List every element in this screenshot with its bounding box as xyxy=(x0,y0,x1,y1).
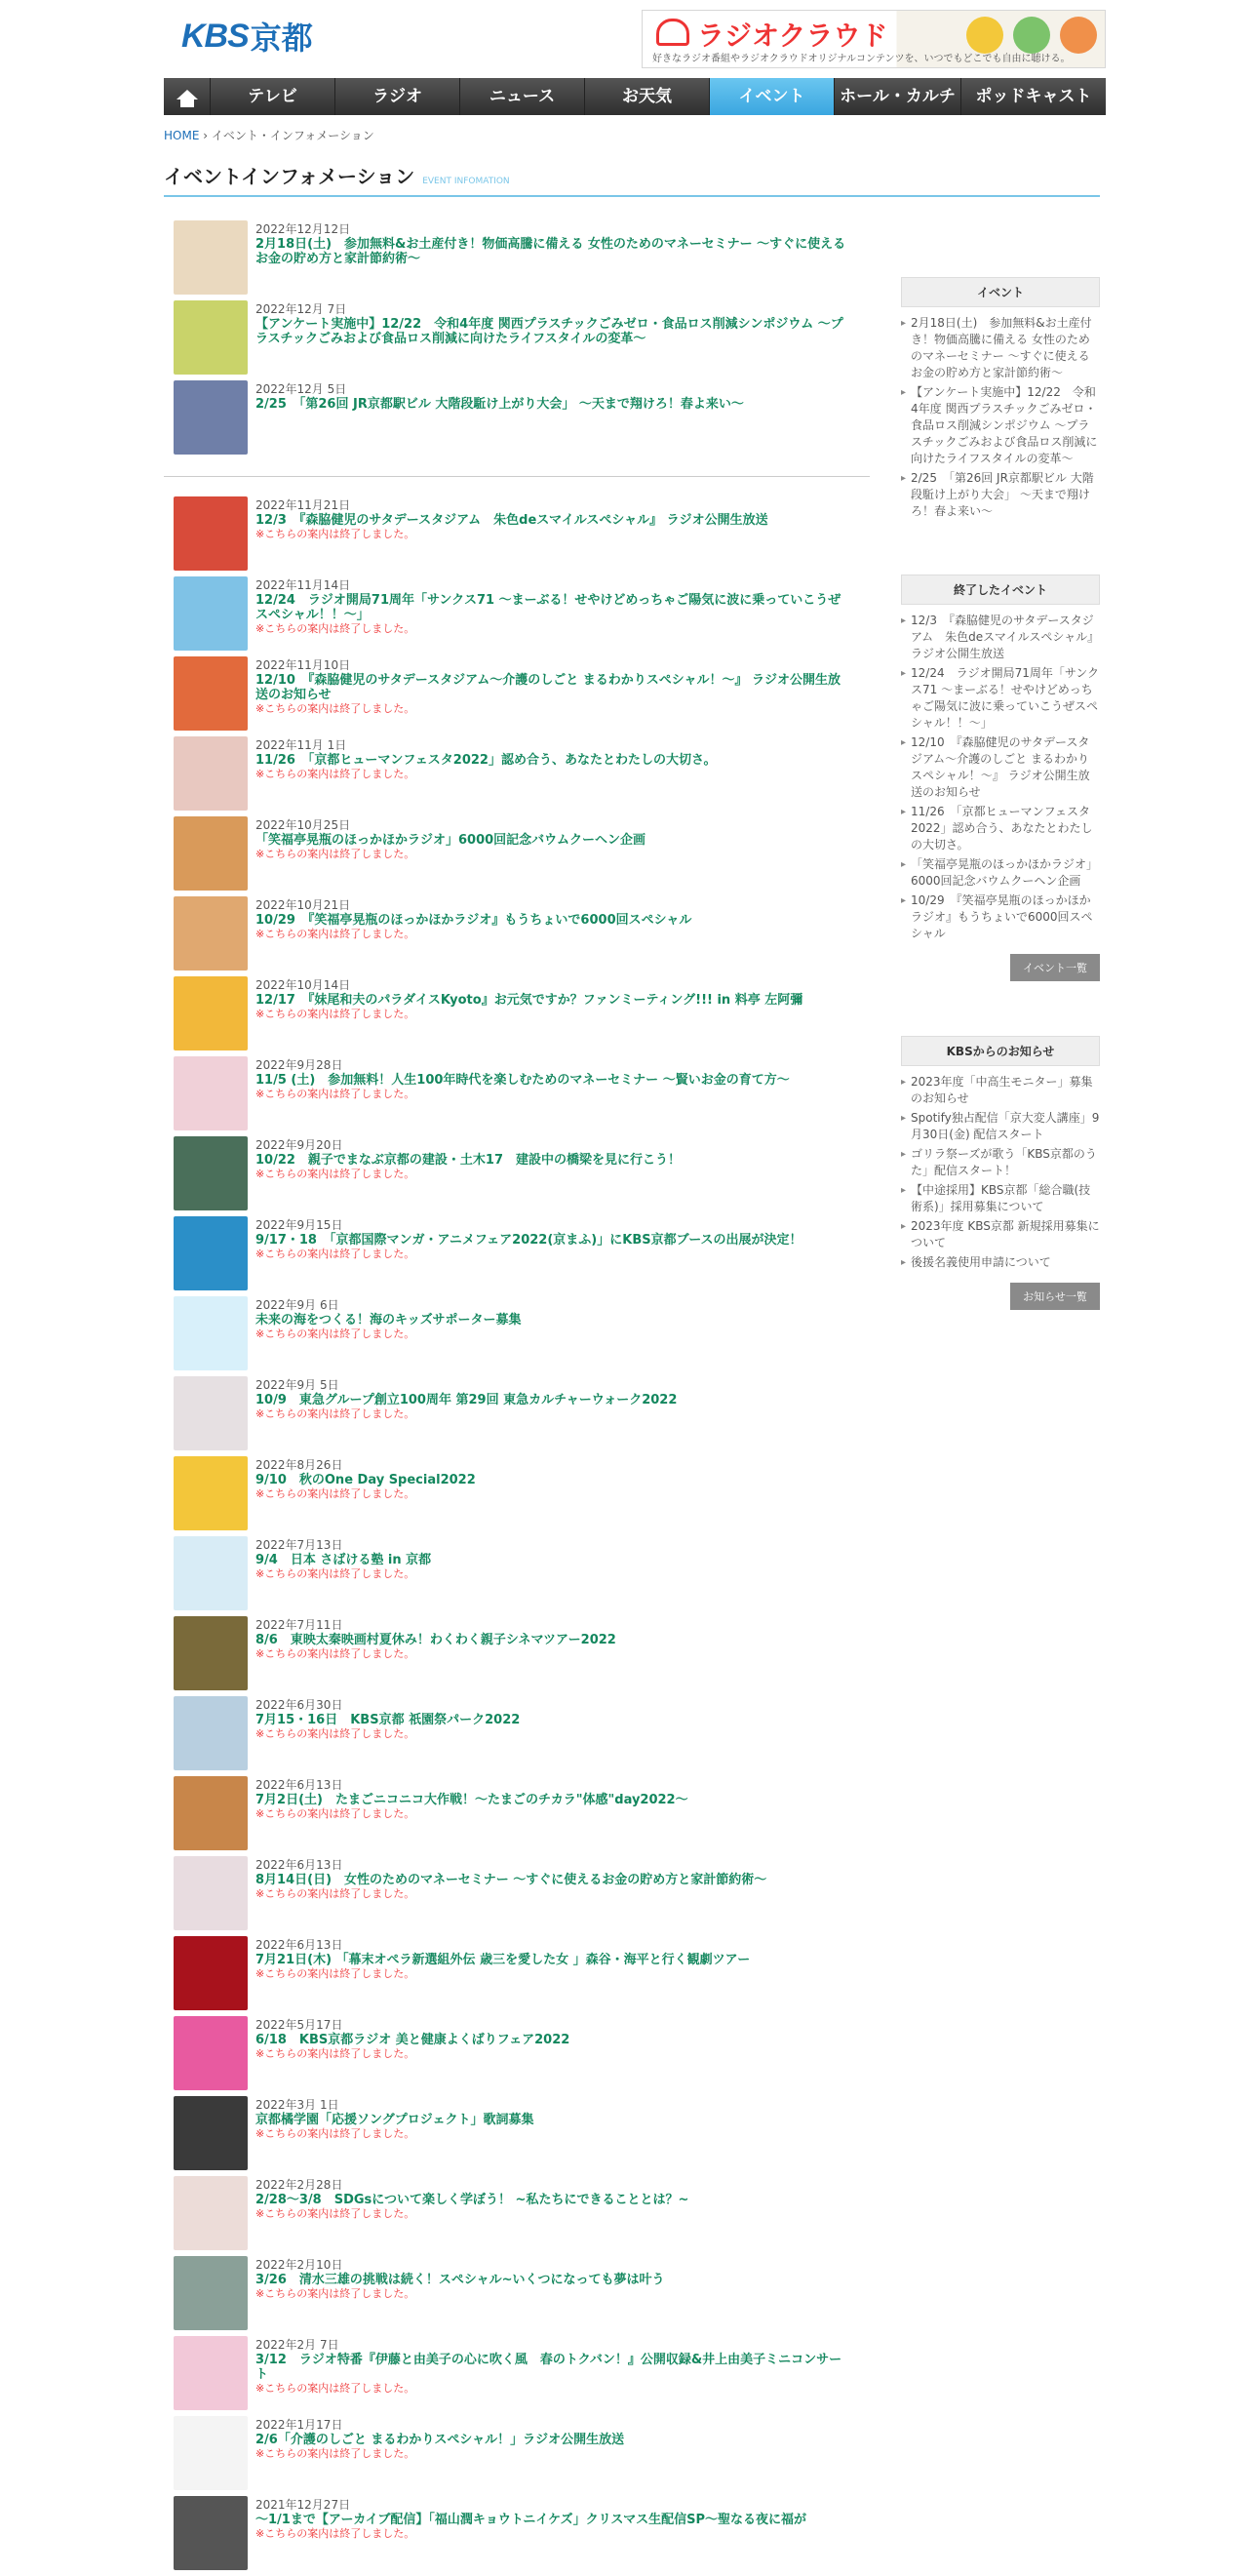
event-item[interactable] xyxy=(164,2016,874,2096)
logo-kyoto-text: 京都 xyxy=(250,20,313,57)
event-text xyxy=(255,656,850,715)
event-thumbnail[interactable] xyxy=(174,896,248,971)
home-icon xyxy=(176,90,198,99)
event-item[interactable] xyxy=(164,1056,874,1136)
sidebar-link[interactable]: ▸ 2月18日(土) 参加無料&お土産付き！物価高騰に備える 女性のためのマネーセミナー ～すぐに使えるお金の貯め方と家計節約術～ xyxy=(901,315,1100,381)
banner-characters xyxy=(966,17,1097,54)
page-title-text: イベントインフォメーション xyxy=(164,165,415,188)
page-title-en: EVENT INFOMATION xyxy=(422,177,510,186)
sidebar-link[interactable]: ▸ Spotify独占配信「京大変人講座」9月30日(金) 配信スタート xyxy=(901,1110,1100,1143)
event-date: 2022年10月14日 xyxy=(255,978,351,992)
event-date: 2021年12月27日 xyxy=(255,2498,351,2512)
breadcrumb xyxy=(164,127,1100,143)
event-thumbnail[interactable] xyxy=(174,576,248,651)
sidebar-link[interactable]: ▸ ゴリラ祭ーズが歌う「KBS京都のうた」配信スタート！ xyxy=(901,1146,1100,1179)
event-item[interactable] xyxy=(164,1536,874,1616)
event-date: 2022年6月13日 xyxy=(255,1858,343,1872)
event-date: 2022年10月21日 xyxy=(255,898,351,912)
event-ended-note: ※こちらの案内は終了しました。 xyxy=(255,622,415,635)
event-title-link[interactable]: 9/17・18 「京都国際マンガ・アニメフェア2022(京まふ)」にKBS京都ブースの出展が決定！ xyxy=(255,1233,802,1248)
event-thumbnail[interactable] xyxy=(174,2496,248,2570)
event-ended-note: ※こちらの案内は終了しました。 xyxy=(255,1407,415,1420)
event-title-link[interactable]: 未来の海をつくる！海のキッズサポーター募集 xyxy=(255,1313,522,1328)
event-ended-note: ※こちらの案内は終了しました。 xyxy=(255,1088,415,1100)
sidebar xyxy=(901,277,1100,2576)
event-title-link[interactable]: 12/17 『妹尾和夫のパラダイスKyoto』お元気ですか？ファンミーティング!!! in 料亭 左阿彌 xyxy=(255,993,803,1008)
event-thumbnail[interactable] xyxy=(174,300,248,375)
sidebar-link[interactable]: ▸ 2023年度 KBS京都 新規採用募集について xyxy=(901,1218,1100,1251)
event-ended-note: ※こちらの案内は終了しました。 xyxy=(255,1647,415,1660)
kbs-logo[interactable] xyxy=(181,14,313,59)
event-ended-note: ※こちらの案内は終了しました。 xyxy=(255,768,415,780)
event-text xyxy=(255,1856,850,1900)
event-item[interactable] xyxy=(164,2256,874,2336)
sidebar-link[interactable]: ▸ 11/26 「京都ヒューマンフェスタ2022」認め合う、あなたとわたしの大切さ。 xyxy=(901,804,1100,853)
breadcrumb-home[interactable]: HOME xyxy=(164,129,200,142)
event-item[interactable] xyxy=(164,1856,874,1936)
nav-tab-event[interactable]: イベント xyxy=(710,78,835,115)
event-text xyxy=(255,2176,850,2220)
event-item[interactable] xyxy=(164,1616,874,1696)
event-item[interactable] xyxy=(164,2336,874,2416)
event-text xyxy=(255,1616,850,1660)
event-date: 2022年11月 1日 xyxy=(255,738,347,752)
event-item[interactable] xyxy=(164,976,874,1056)
event-item[interactable] xyxy=(164,2176,874,2256)
event-item[interactable] xyxy=(164,1376,874,1456)
event-text xyxy=(255,2096,850,2140)
sidebar-link[interactable]: ▸ 後援名義使用申請について xyxy=(901,1254,1100,1271)
event-title-link[interactable]: 8/6 東映太秦映画村夏休み！わくわく親子シネマツアー2022 xyxy=(255,1633,616,1647)
event-title-link[interactable]: 6/18 KBS京都ラジオ 美と健康よくばりフェア2022 xyxy=(255,2033,570,2047)
event-title-link[interactable]: 京都橘学園「応援ソングプロジェクト」歌詞募集 xyxy=(255,2113,534,2127)
sidebar-link[interactable]: ▸ 「笑福亭晃瓶のほっかほかラジオ」6000回記念バウムクーヘン企画 xyxy=(901,856,1100,890)
event-date: 2022年11月10日 xyxy=(255,658,351,672)
event-item[interactable] xyxy=(164,496,874,576)
event-ended-note: ※こちらの案内は終了しました。 xyxy=(255,2382,415,2395)
event-item[interactable] xyxy=(164,380,874,460)
event-item[interactable] xyxy=(164,1216,874,1296)
event-text xyxy=(255,2416,850,2460)
event-ended-note: ※こちらの案内は終了しました。 xyxy=(255,848,415,860)
event-ended-note: ※こちらの案内は終了しました。 xyxy=(255,2447,415,2460)
event-item[interactable] xyxy=(164,2096,874,2176)
event-title-link[interactable]: 12/24 ラジオ開局71周年「サンクス71 ～まーぶる！せやけどめっちゃご陽気に波に乗っていこうぜスペシャル！！～」 xyxy=(255,593,841,622)
event-date: 2022年7月13日 xyxy=(255,1538,343,1552)
event-ended-note: ※こちらの案内は終了しました。 xyxy=(255,1567,415,1580)
event-title-link[interactable]: 7月15・16日 KBS京都 祇園祭パーク2022 xyxy=(255,1713,521,1727)
event-date: 2022年10月25日 xyxy=(255,818,351,832)
event-item[interactable] xyxy=(164,896,874,976)
event-thumbnail[interactable] xyxy=(174,220,248,295)
event-item[interactable] xyxy=(164,576,874,656)
event-date: 2022年2月10日 xyxy=(255,2258,343,2272)
event-date: 2022年11月21日 xyxy=(255,498,351,512)
event-date: 2022年5月17日 xyxy=(255,2018,343,2032)
breadcrumb-current: イベント・インフォメーション xyxy=(211,129,374,142)
event-text xyxy=(255,1056,850,1100)
event-date: 2022年12月 7日 xyxy=(255,302,347,316)
event-text xyxy=(255,2016,850,2060)
header xyxy=(164,0,1100,78)
sidebar-ended-heading: 終了したイベント xyxy=(901,575,1100,605)
event-title-link[interactable]: 11/5 (土) 参加無料！人生100年時代を楽しむためのマネーセミナー ～賢いお金の育て方～ xyxy=(255,1073,790,1088)
event-item[interactable] xyxy=(164,736,874,816)
event-text xyxy=(255,220,850,266)
event-thumbnail[interactable] xyxy=(174,1216,248,1290)
event-text xyxy=(255,300,850,346)
event-thumbnail[interactable] xyxy=(174,380,248,455)
event-list-button[interactable]: イベント一覧 xyxy=(1010,954,1100,981)
event-date: 2022年12月12日 xyxy=(255,222,351,236)
event-ended-note: ※こちらの案内は終了しました。 xyxy=(255,2047,415,2060)
event-ended-note: ※こちらの案内は終了しました。 xyxy=(255,1008,415,1020)
event-ended-note: ※こちらの案内は終了しました。 xyxy=(255,928,415,940)
event-date: 2022年6月13日 xyxy=(255,1778,343,1792)
event-date: 2022年9月 6日 xyxy=(255,1298,339,1312)
nav-tab-podcast[interactable]: ポッドキャスト xyxy=(961,78,1106,115)
nav-tab-news[interactable]: ニュース xyxy=(460,78,585,115)
sidebar-news-heading: KBSからのお知らせ xyxy=(901,1036,1100,1066)
event-item[interactable] xyxy=(164,2416,874,2496)
event-ended-note: ※こちらの案内は終了しました。 xyxy=(255,1887,415,1900)
event-ended-note: ※こちらの案内は終了しました。 xyxy=(255,2207,415,2220)
event-text xyxy=(255,496,850,540)
event-text xyxy=(255,1536,850,1580)
event-title-link[interactable]: 11/26 「京都ヒューマンフェスタ2022」認め合う、あなたとわたしの大切さ。 xyxy=(255,753,717,768)
event-thumbnail[interactable] xyxy=(174,1376,248,1450)
event-title-link[interactable]: ～1/1まで【アーカイブ配信】「福山潤キョウトニイケズ」クリスマス生配信SP～聖なる夜に福が xyxy=(255,2513,806,2527)
event-date: 2022年1月17日 xyxy=(255,2418,343,2432)
event-ended-note: ※こちらの案内は終了しました。 xyxy=(255,2527,415,2540)
banner-title: ラジオクラウド xyxy=(697,20,888,52)
event-title-link[interactable]: 10/29 『笑福亭晃瓶のほっかほかラジオ』もうちょいで6000回スペシャル xyxy=(255,913,692,928)
event-item[interactable] xyxy=(164,656,874,736)
logo-kbs-text: KBS xyxy=(181,17,249,55)
event-thumbnail[interactable] xyxy=(174,1296,248,1370)
event-text xyxy=(255,736,850,780)
event-text xyxy=(255,976,850,1020)
event-thumbnail[interactable] xyxy=(174,1536,248,1610)
event-thumbnail[interactable] xyxy=(174,656,248,731)
event-text xyxy=(255,1216,850,1260)
event-item[interactable] xyxy=(164,220,874,300)
event-title-link[interactable]: 2/25 「第26回 JR京都駅ビル 大階段駈け上がり大会」 ～天まで翔けろ！春よ来い～ xyxy=(255,397,744,412)
nav-tab-radio[interactable]: ラジオ xyxy=(335,78,460,115)
event-thumbnail[interactable] xyxy=(174,1856,248,1930)
event-thumbnail[interactable] xyxy=(174,2096,248,2170)
event-item[interactable] xyxy=(164,300,874,380)
sidebar-link[interactable]: ▸ 10/29 『笑福亭晃瓶のほっかほかラジオ』もうちょいで6000回スペシャル xyxy=(901,892,1100,942)
event-item[interactable] xyxy=(164,816,874,896)
event-thumbnail[interactable] xyxy=(174,2176,248,2250)
event-thumbnail[interactable] xyxy=(174,1696,248,1770)
nav-tab-weather[interactable]: お天気 xyxy=(585,78,710,115)
event-date: 2022年9月15日 xyxy=(255,1218,343,1232)
breadcrumb-separator: › xyxy=(199,129,212,142)
event-thumbnail[interactable] xyxy=(174,2336,248,2410)
event-title-link[interactable]: 10/22 親子でまなぶ京都の建設・土木17 建設中の橋梁を見に行こう！ xyxy=(255,1153,682,1168)
event-title-link[interactable]: 2/28～3/8 SDGsについて楽しく学ぼう！ ~私たちにできることとは？~ xyxy=(255,2193,689,2207)
sidebar-link[interactable]: ▸ 12/24 ラジオ開局71周年「サンクス71 ～まーぶる！せやけどめっちゃご陽気に波に乗っていこうぜスペシャル！！～」 xyxy=(901,665,1100,732)
event-title-link[interactable]: 2月18日(土) 参加無料&お土産付き！物価高騰に備える 女性のためのマネーセミナー ～すぐに使えるお金の貯め方と家計節約術～ xyxy=(255,237,846,266)
event-item[interactable] xyxy=(164,1776,874,1856)
event-title-link[interactable]: 8月14日(日) 女性のためのマネーセミナー ～すぐに使えるお金の貯め方と家計節約術～ xyxy=(255,1873,767,1887)
event-title-link[interactable]: 10/9 東急グループ創立100周年 第29回 東急カルチャーウォーク2022 xyxy=(255,1393,678,1407)
event-ended-note: ※こちらの案内は終了しました。 xyxy=(255,1168,415,1180)
event-date: 2022年2月 7日 xyxy=(255,2338,339,2352)
event-text xyxy=(255,2336,850,2395)
page-title xyxy=(164,161,1100,197)
event-date: 2022年12月 5日 xyxy=(255,382,347,396)
event-ended-note: ※こちらの案内は終了しました。 xyxy=(255,1967,415,1980)
event-date: 2022年7月11日 xyxy=(255,1618,343,1632)
sidebar-news xyxy=(901,1036,1100,1310)
event-item[interactable] xyxy=(164,1696,874,1776)
event-date: 2022年9月20日 xyxy=(255,1138,343,1152)
event-item[interactable] xyxy=(164,1936,874,2016)
event-text xyxy=(255,896,850,940)
event-thumbnail[interactable] xyxy=(174,816,248,891)
event-thumbnail[interactable] xyxy=(174,1936,248,2010)
event-title-link[interactable]: 2/6「介護のしごと まるわかりスペシャル！」ラジオ公開生放送 xyxy=(255,2433,625,2447)
sidebar-events xyxy=(901,277,1100,520)
event-thumbnail[interactable] xyxy=(174,496,248,571)
event-date: 2022年9月28日 xyxy=(255,1058,343,1072)
page xyxy=(152,0,1100,2576)
news-list-button[interactable]: お知らせ一覧 xyxy=(1010,1283,1100,1310)
event-ended-note: ※こちらの案内は終了しました。 xyxy=(255,2127,415,2140)
event-thumbnail[interactable] xyxy=(174,1776,248,1850)
event-text xyxy=(255,1696,850,1740)
event-item[interactable] xyxy=(164,1456,874,1536)
event-thumbnail[interactable] xyxy=(174,2416,248,2490)
event-ended-note: ※こちらの案内は終了しました。 xyxy=(255,1807,415,1820)
event-thumbnail[interactable] xyxy=(174,1056,248,1130)
event-text xyxy=(255,1936,850,1980)
event-title-link[interactable]: 3/26 清水三雄の挑戦は続く！スペシャル~いくつになっても夢は叶う xyxy=(255,2273,665,2287)
nav-home[interactable] xyxy=(164,78,211,115)
event-date: 2022年2月28日 xyxy=(255,2178,343,2192)
event-date: 2022年11月14日 xyxy=(255,578,351,592)
sidebar-events-heading: イベント xyxy=(901,277,1100,307)
event-title-link[interactable]: 「笑福亭晃瓶のほっかほかラジオ」6000回記念バウムクーヘン企画 xyxy=(255,833,646,848)
event-text xyxy=(255,1296,850,1340)
nav-tab-tv[interactable]: テレビ xyxy=(211,78,335,115)
event-ended-note: ※こちらの案内は終了しました。 xyxy=(255,1328,415,1340)
event-title-link[interactable]: 7月2日(土) たまごニコニコ大作戦！～たまごのチカラ"体感"day2022～ xyxy=(255,1793,688,1807)
event-thumbnail[interactable] xyxy=(174,1136,248,1210)
event-title-link[interactable]: 9/4 日本 さばける塾 in 京都 xyxy=(255,1553,432,1567)
event-ended-note: ※こちらの案内は終了しました。 xyxy=(255,702,415,715)
event-thumbnail[interactable] xyxy=(174,736,248,811)
sidebar-link[interactable]: ▸ 【アンケート実施中】12/22 令和4年度 関西プラスチックごみゼロ・食品ロス削減シンポジウム ～プラスチックごみおよび食品ロス削減に向けたライフスタイルの変革～ xyxy=(901,384,1100,467)
nav-tab-hall-culture[interactable]: ホール・カルチャー xyxy=(835,78,961,115)
event-thumbnail[interactable] xyxy=(174,1456,248,1530)
event-title-link[interactable]: 【アンケート実施中】12/22 令和4年度 関西プラスチックごみゼロ・食品ロス削減シンポジウム ～プラスチックごみおよび食品ロス削減に向けたライフスタイルの変革～ xyxy=(255,317,843,346)
event-title-link[interactable]: 9/10 秋のOne Day Special2022 xyxy=(255,1473,476,1487)
event-text xyxy=(255,2256,850,2300)
sidebar-link[interactable]: ▸ 12/10 『森脇健児のサタデースタジアム～介護のしごと まるわかりスペシャル！～』 ラジオ公開生放送のお知らせ xyxy=(901,734,1100,801)
event-text xyxy=(255,1376,850,1420)
event-title-link[interactable]: 12/3 『森脇健児のサタデースタジアム 朱色deスマイルスペシャル』 ラジオ公開生放送 xyxy=(255,513,768,528)
headphones-icon xyxy=(656,19,689,46)
banner-subtitle: 好きなラジオ番組やラジオクラウドオリジナルコンテンツを、いつでもどこでも自由に聴ける。 xyxy=(652,54,1071,64)
sidebar-link[interactable]: ▸ 12/3 『森脇健児のサタデースタジアム 朱色deスマイルスペシャル』 ラジオ公開生放送 xyxy=(901,613,1100,662)
event-date: 2022年6月30日 xyxy=(255,1698,343,1712)
event-date: 2022年8月26日 xyxy=(255,1458,343,1472)
radiocloud-banner[interactable] xyxy=(642,10,1106,68)
event-text xyxy=(255,2496,850,2540)
event-ended-note: ※こちらの案内は終了しました。 xyxy=(255,528,415,540)
event-thumbnail[interactable] xyxy=(174,2256,248,2330)
event-text xyxy=(255,380,850,412)
event-date: 2022年6月13日 xyxy=(255,1938,343,1952)
event-item[interactable] xyxy=(164,2496,874,2576)
event-title-link[interactable]: 7月21日(木) 「幕末オペラ新選組外伝 歳三を愛した女 」森谷・海平と行く観劇ツアー xyxy=(255,1953,751,1967)
event-title-link[interactable]: 3/12 ラジオ特番『伊藤と由美子の心に吹く風 春のトクバン！』公開収録&井上由美子ミニコンサート xyxy=(255,2353,842,2382)
sidebar-link[interactable]: ▸ 【中途採用】KBS京都「総合職(技術系)」採用募集について xyxy=(901,1182,1100,1215)
event-ended-note: ※こちらの案内は終了しました。 xyxy=(255,1248,415,1260)
event-text xyxy=(255,1136,850,1180)
event-ended-note: ※こちらの案内は終了しました。 xyxy=(255,1727,415,1740)
event-thumbnail[interactable] xyxy=(174,2016,248,2090)
event-ended-note: ※こちらの案内は終了しました。 xyxy=(255,1487,415,1500)
event-text xyxy=(255,1456,850,1500)
event-item[interactable] xyxy=(164,1296,874,1376)
event-thumbnail[interactable] xyxy=(174,1616,248,1690)
event-text xyxy=(255,816,850,860)
event-title-link[interactable]: 12/10 『森脇健児のサタデースタジアム～介護のしごと まるわかりスペシャル！～』 ラジオ公開生放送のお知らせ xyxy=(255,673,841,702)
event-date: 2022年9月 5日 xyxy=(255,1378,339,1392)
event-item[interactable] xyxy=(164,1136,874,1216)
sidebar-ended xyxy=(901,575,1100,981)
sidebar-link[interactable]: ▸ 2023年度「中高生モニター」募集のお知らせ xyxy=(901,1074,1100,1107)
event-date: 2022年3月 1日 xyxy=(255,2098,339,2112)
event-list xyxy=(164,207,874,2576)
event-ended-note: ※こちらの案内は終了しました。 xyxy=(255,2287,415,2300)
event-text xyxy=(255,576,850,635)
event-thumbnail[interactable] xyxy=(174,976,248,1050)
event-text xyxy=(255,1776,850,1820)
divider xyxy=(164,476,870,477)
sidebar-link[interactable]: ▸ 2/25 「第26回 JR京都駅ビル 大階段駈け上がり大会」 ～天まで翔けろ！春よ来い～ xyxy=(901,470,1100,520)
